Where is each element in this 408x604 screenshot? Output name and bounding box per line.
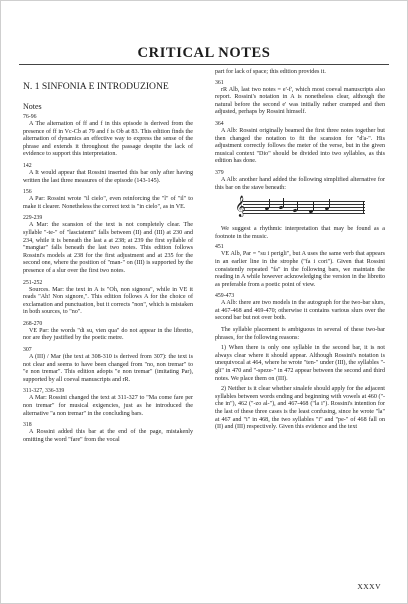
note-text: A Alb: Rossini originally beamed the first three notes together but then changed the notation to fit the scansion for "d'a-". His adjustment correctly follows the meter of the verse, but in the given musical context "Dio" should be divided into two syllables, as this edition has done. bbox=[215, 127, 385, 165]
note-stem bbox=[329, 199, 330, 208]
note-text: We suggest a rhythmic interpretation that may be found as a footnote in the music. bbox=[215, 226, 385, 240]
page-number: XXXV bbox=[357, 582, 381, 591]
note-text: A The alternation of ff and f in this episode is derived from the presence of ff in Vc-Cb at 79 and f is Ob at 83. This edition finds the alternation of dynamics an effective way to express the sense of the phrase and extends it throughout the passage despite the lack of evidence to support this interpretation. bbox=[23, 121, 193, 158]
bar-reference: 311-327, 336-339 bbox=[23, 388, 65, 395]
note-entry bbox=[215, 121, 385, 166]
treble-clef-icon: 𝄞 bbox=[235, 196, 246, 218]
note-entry bbox=[23, 347, 193, 384]
bar-reference: 361 bbox=[215, 79, 224, 86]
note-entry bbox=[215, 80, 385, 117]
note-stem bbox=[297, 201, 298, 210]
note-text: rR Alb, last two notes = e'-f', which most coeval manuscripts also report. Rossini's notation in A is nonetheless clear, although the natural before the second e' was initially rather cramped and then adjusted, perhaps by Rossini himself. bbox=[215, 86, 385, 116]
section-title: N. 1 SINFONIA E INTRODUZIONE bbox=[23, 81, 169, 92]
note-text: VE Alb, Par = "su i perigli", but A uses the same verb that appears in an earlier line in the strophe ("fa i cori"). Given that Rossini consistently repeated "fa" in the following bars, we maintain the reading in A while however acknowledging the version in the libretto as preferable from a poetic point of view. bbox=[215, 251, 385, 288]
bar-reference: 307 bbox=[23, 347, 32, 354]
staff-line bbox=[243, 201, 365, 202]
note-text: A (III) / Mar (the text at 308-310 is derived from 307): the text is not clear and seems to have been changed from "no, non tremar" to "e non tremar". This edition adopts "e non tremar" (imitating Par), supported by all coeval manuscripts and rR. bbox=[23, 354, 193, 383]
right-column bbox=[215, 69, 385, 435]
note-entry bbox=[23, 280, 193, 317]
bar-reference: 76-96 bbox=[23, 114, 37, 120]
note-entry bbox=[23, 189, 193, 211]
note-stem bbox=[269, 199, 270, 208]
bar-reference: 229-239 bbox=[23, 215, 43, 222]
bar-reference: 364 bbox=[215, 120, 224, 127]
note-entry bbox=[23, 114, 193, 159]
note-text: VE Par: the words "di su, vien qua" do not appear in the libretto, nor are they justified by the poetic metre. bbox=[23, 327, 193, 342]
note-text: A Alb: another hand added the following simplified alternative for this bar on the stave beneath: bbox=[215, 176, 385, 191]
note-entry bbox=[23, 422, 193, 444]
note-stem bbox=[313, 202, 314, 211]
notes-label: Notes bbox=[23, 102, 42, 111]
staff-line bbox=[243, 213, 365, 214]
note-text: A Par: Rossini wrote "il cielo", even reinforcing the "l" of "il" to make it clearer. Nonetheless the correct text is "in cielo", as in VE. bbox=[23, 196, 193, 210]
note-entry bbox=[215, 244, 385, 289]
note-text: A Rossini added this bar at the end of the page, mistakenly omitting the word "fare" from the vocal bbox=[23, 429, 193, 443]
continued-text: part for lack of space; this edition provides it. bbox=[215, 69, 326, 75]
note-entry bbox=[23, 215, 193, 275]
note-text: The syllable placement is ambiguous in several of these two-bar phrases, for the following reasons: bbox=[215, 327, 385, 341]
bar-reference: 251-252 bbox=[23, 279, 43, 286]
note-stem bbox=[283, 198, 284, 207]
music-staff-example bbox=[235, 196, 365, 222]
bar-line bbox=[363, 201, 364, 213]
bar-reference: 451 bbox=[215, 244, 224, 251]
note-text: A It would appear that Rossini inserted this bar only after having written the last three measures of the episode (143-145). bbox=[23, 169, 193, 184]
bar-reference: 268-270 bbox=[23, 320, 43, 327]
bar-reference: 142 bbox=[23, 162, 32, 169]
staff-line bbox=[243, 204, 365, 205]
title-rule bbox=[19, 64, 389, 65]
numbered-point: 2) Neither is it clear whether sinalefe should apply for the adjacent syllables between words ending and beginning with vowels at 460 ("-che in"), 462 ("-zo al-"), and 467-468 ("la i"). Rossini's intention for the last of these three cases is the least confusing, since he wrote "la" at 467 and "i" in 468, the two syllables "i" and "pe-" of 468 fall on (II) and (III) respectively. Given this evidence and the text bbox=[215, 386, 385, 431]
note-entry bbox=[23, 388, 193, 418]
note-text: A Alb: there are two models in the autograph for the two-bar slurs, at 467-468 and 469-470; otherwise it contains various slurs over the second bar but not over both. bbox=[215, 300, 385, 322]
bar-reference: 379 bbox=[215, 169, 224, 176]
note-text: Sources. Mar: the text in A is "Oh, non signora", while in VE it reads "Ah! Non signore,". This edition follows A for the choice of exclamation and punctuation, but it corrects "non", which is mistaken in both sources, to "no". bbox=[23, 286, 193, 316]
left-column bbox=[23, 69, 193, 448]
bar-reference: 156 bbox=[23, 189, 32, 196]
note-entry bbox=[23, 321, 193, 343]
note-text: A Mar: Rossini changed the text at 311-327 to "Ma come fare per non tremar" for musical exigencies, just as he introduced the alternative "a non tremar" in the concluding bars. bbox=[23, 395, 193, 417]
staff-line bbox=[243, 207, 365, 208]
note-entry bbox=[23, 163, 193, 185]
note-text: A Mar: the scansion of the text is not completely clear. The syllable "-te-" of "lasciatemi" falls between (II) and (III) at 230 and 234, while it is beneath the last a at 238; at 239 the first syllable of "mangiar" falls beneath the last two notes. This edition follows Rossini's models at 238 for the first adjustment and at 235 for the second one, where the position of "man-" on (III) is supported by the presence of a slur over the first two notes. bbox=[23, 222, 193, 274]
bar-reference: 459-473 bbox=[215, 293, 235, 300]
bar-reference: 318 bbox=[23, 422, 32, 429]
staff-line bbox=[243, 210, 365, 211]
note-entry bbox=[215, 293, 385, 323]
numbered-point: 1) When there is only one syllable in the second bar, it is not always clear where it should appear. Although Rossini's notation is unequivocal at 464, where he wrote "ten-" under (III), the syllables "-gli" in 470 and "-speze-" in 472 appear between the second and third notes. We place them on (III). bbox=[215, 345, 385, 382]
note-entry bbox=[215, 170, 385, 192]
page-title: CRITICAL NOTES bbox=[137, 45, 271, 61]
